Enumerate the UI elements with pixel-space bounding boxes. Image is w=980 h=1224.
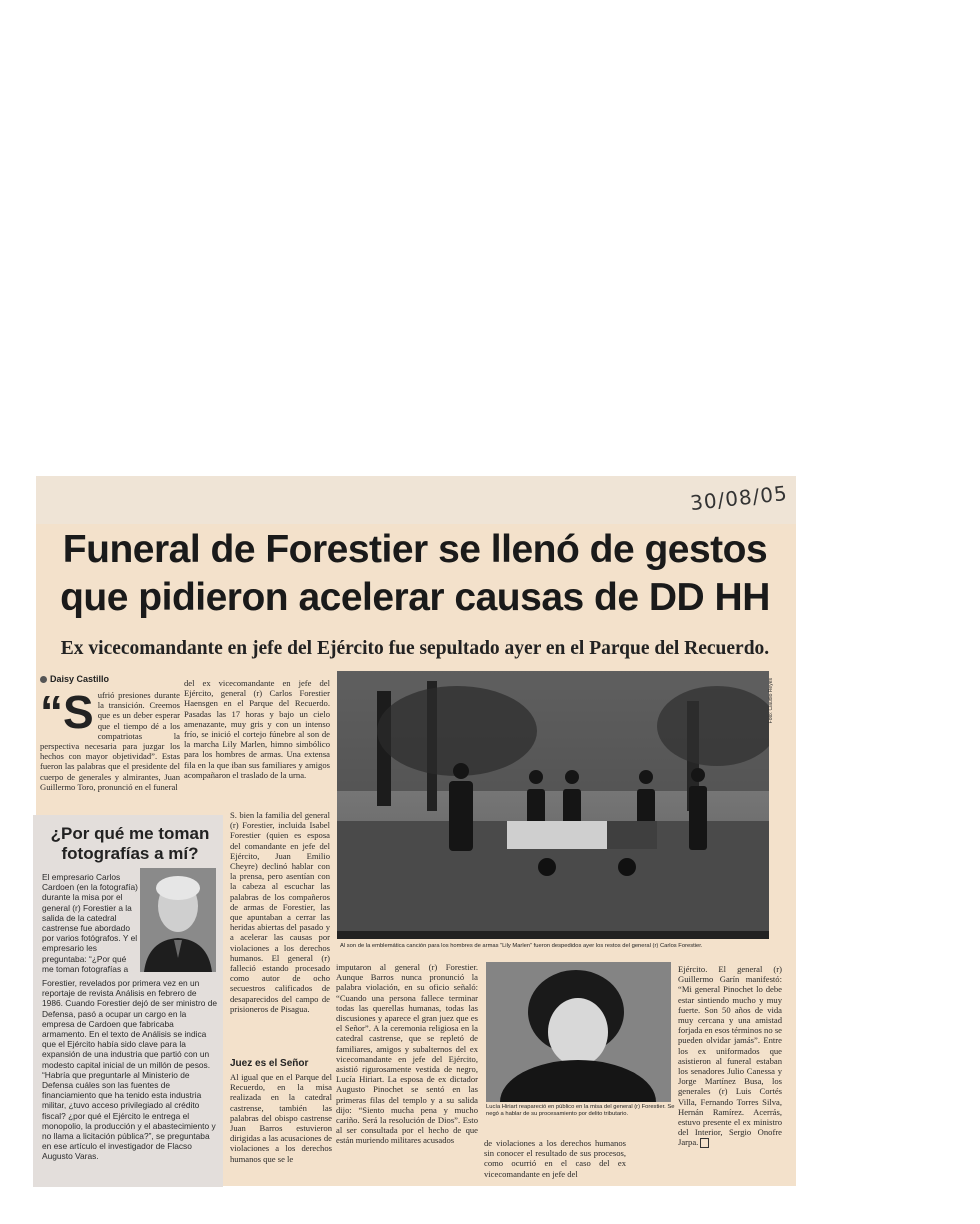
byline-author: Daisy Castillo <box>50 674 110 684</box>
cardoen-portrait-photo <box>140 868 216 972</box>
sidebar-text-part-a: El empresario Carlos Cardoen (en la fotografía) durante la misa por el general (r) Forestier a la salida de la catedral castrense fue abordado por varios fotógrafos. Y el empresario les preguntaba: “¿Por qué me toman fotografías a <box>42 872 138 974</box>
clipping-top-band <box>36 476 796 524</box>
byline <box>40 674 109 684</box>
article-column-2-text: del ex vicecomandante en jefe del Ejército, general (r) Carlos Forestier Haensgen en el Parque del Recuerdo. Pasadas las 17 horas y bajo un cielo amenazante, muy gris y con un intenso frío, se inició el cortejo fúnebre al son de la marcha Lily Marlen, himno simbólico para los hombres de armas. Una extensa fila en la que iban sus familiares y amigos acompañaron el traslado de la urna. <box>184 678 330 780</box>
article-column-2c <box>230 1072 332 1184</box>
photo2-caption: Lucía Hiriart reapareció en público en la misa del general (r) Forestier. Se negó a hablar de su procesamiento por delito tributario. <box>486 1104 675 1117</box>
article-column-5 <box>678 964 782 1184</box>
article-column-2b-text: S. bien la familia del general (r) Forestier, incluida Isabel Forestier (quien es esposa del comandante en jefe del Ejército, Juan Emilio Cheyre) declinó hablar con la prensa, pero asentían con la cabeza al escuchar las palabras de los compañeros de armas de Forestier, las que apuntaban a cerrar las heridas abiertas del pasado y a acelerar las causas por violaciones a los derechos humanos. El general (r) falleció estando procesado como autor de ocho secuestros calificados de desaparecidos del campo de prisioneros de Pisagua. <box>230 810 330 1014</box>
sidebar-title: ¿Por qué me toman fotografías a mí? <box>50 824 210 863</box>
bullet-icon <box>40 676 47 683</box>
article-column-2 <box>184 678 330 808</box>
article-column-5-text: Ejército. El general (r) Guillermo Garín manifestó: “Mi general Pinochet lo debe estar sintiendo mucho y muy fuerte. Son 50 años de vida muy cercana y una amistad forjada en esos términos no se pueden olvidar jamás”. Entre los ex uniformados que asistieron al funeral estaban los senadores Julio Canessa y Jorge Martínez Busa, los generales (r) Luis Cortés Villa, Fernando Torres Silva, Hernán Ramírez. Acerrás, estuvo presente el ex ministro del Interior, Sergio Onofre Jarpa. <box>678 964 782 1148</box>
photo-credit: Foto: Claudio Reyes <box>768 678 774 724</box>
handwritten-date: 30/08/05 <box>689 480 789 516</box>
article-subtitle: Juez es el Señor <box>230 1058 309 1069</box>
article-column-2b <box>230 810 330 1056</box>
drop-cap: “S <box>40 690 94 738</box>
photo-caption: Al son de la emblemática canción para los hombres de armas “Lily Marlen” fueron despedidos ayer los restos del general (r) Carlos Forestier. <box>340 943 703 949</box>
article-column-3-text: imputaron al general (r) Forestier. Aunque Barros nunca pronunció la palabra violación, en su oficio señaló: “Cuando una persona fallece terminar todas las querellas humanas, todas las discusiones y aparece el gran juez que es el Señor”. A la ceremonia religiosa en la catedral castrense, que se repletó de familiares, amigos y subalternos del ex vicecomandante en jefe del Ejército, asistió rigurosamente vestida de negro, Lucía Hiriart. La esposa de ex dictador Augusto Pinochet se sentó en las primeras filas del templo y a su salida dijo: “Siento mucha pena y mucho cariño. Será la resolución de Dios”. Esto al ser consultada por el hecho de que están muriendo militares acusados <box>336 962 478 1146</box>
funeral-procession-photo <box>337 671 769 939</box>
lucia-hiriart-photo <box>486 962 671 1102</box>
article-column-1-text: ufrió presiones durante la transición. Creemos que es un deber esperar que el tiempo dé a los compatriotas la perspectiva necesaria para juzgar los hechos con mayor objetividad”. Estas fueron las palabras que el presidente del cuerpo de generales y almirantes, Juan Guillermo Toro, pronunció en el funeral <box>40 690 180 792</box>
article-column-4 <box>484 1138 626 1184</box>
article-column-3 <box>336 962 478 1184</box>
article-column-1 <box>40 690 180 808</box>
article-column-2c-text: Al igual que en el Parque del Recuerdo, en la misa realizada en la catedral castrense, también las palabras del obispo castrense Juan Barros estuvieron dirigidas a las acusaciones de violaciones a los derechos humanos que se le <box>230 1072 332 1164</box>
end-of-article-icon <box>700 1138 709 1148</box>
headline: Funeral de Forestier se llenó de gestos que pidieron acelerar causas de DD HH <box>60 528 770 619</box>
sidebar-text-part-b: Forestier, revelados por primera vez en un reportaje de revista Análisis en febrero de 1986. Cuando Forestier dejó de ser ministro de Defensa, pasó a ocupar un cargo en la empresa de Cardoen que fabricaba armamento. En el texto de Análisis se indica que el Ejército había sido clave para la expansión de una industria que partió con un modesto capital inicial de un millón de pesos. “Habría que preguntarle al Ministerio de Defensa cuáles son las fuentes de financiamiento que ha tenido esta industria militar, ¿tuvo acceso privilegiado al crédito fiscal? ¿por qué el Ejército le entrega el monopolio, la producción y el abastecimiento y no llama a licitación pública?”, se preguntaba en ese artículo el investigador de Flacso Augusto Varas. <box>42 978 218 1162</box>
subheadline: Ex vicecomandante en jefe del Ejército fue sepultado ayer en el Parque del Recuerdo. <box>60 638 770 659</box>
article-column-4-text: de violaciones a los derechos humanos sin conocer el resultado de sus procesos, como ocurrió en el caso del ex vicecomandante en jefe del <box>484 1138 626 1179</box>
